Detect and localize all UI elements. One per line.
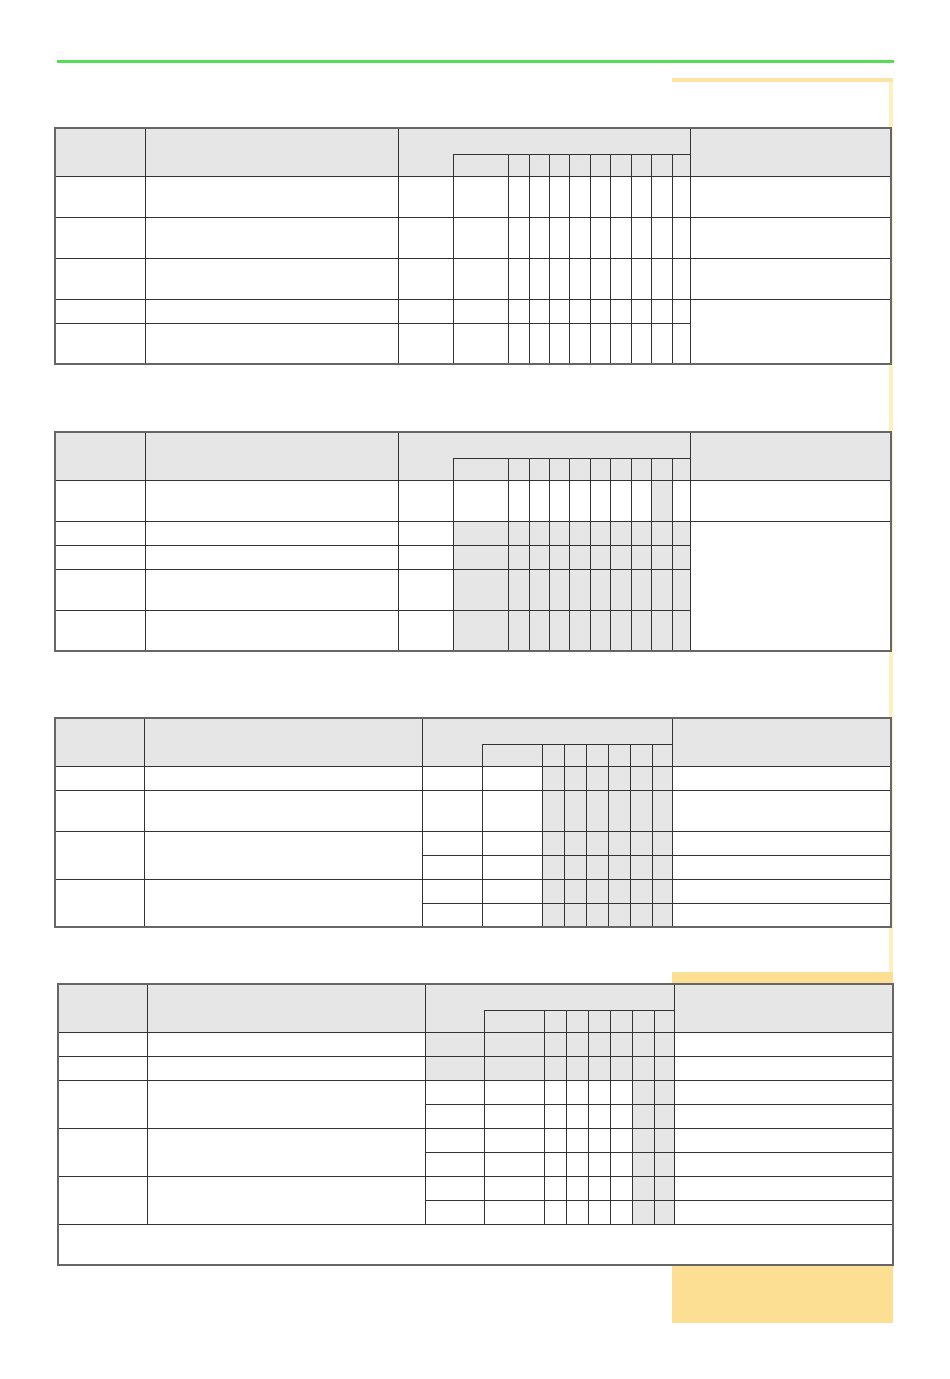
table-row xyxy=(55,480,891,521)
table-row xyxy=(55,831,891,855)
table-footnote-row xyxy=(58,1224,893,1265)
table-header-row xyxy=(55,128,891,154)
table-row xyxy=(55,258,891,299)
table-row xyxy=(55,766,891,790)
header-rule xyxy=(57,60,894,63)
table-4 xyxy=(57,983,894,1266)
table-row xyxy=(58,1080,893,1104)
table-row xyxy=(55,299,891,323)
table-header-row xyxy=(55,718,891,744)
table-row xyxy=(58,1056,893,1080)
table-header-row xyxy=(55,432,891,458)
table-row xyxy=(55,879,891,903)
table-row xyxy=(58,1176,893,1200)
sidebar-top-strip xyxy=(672,78,893,82)
table-3 xyxy=(54,717,892,928)
table-2 xyxy=(54,431,892,652)
table-row xyxy=(55,176,891,217)
table-row xyxy=(58,1032,893,1056)
table-row xyxy=(55,521,891,545)
table-1 xyxy=(54,127,892,365)
table-row xyxy=(55,217,891,258)
table-header-row xyxy=(58,984,893,1010)
table-row xyxy=(58,1128,893,1152)
table-row xyxy=(55,790,891,831)
